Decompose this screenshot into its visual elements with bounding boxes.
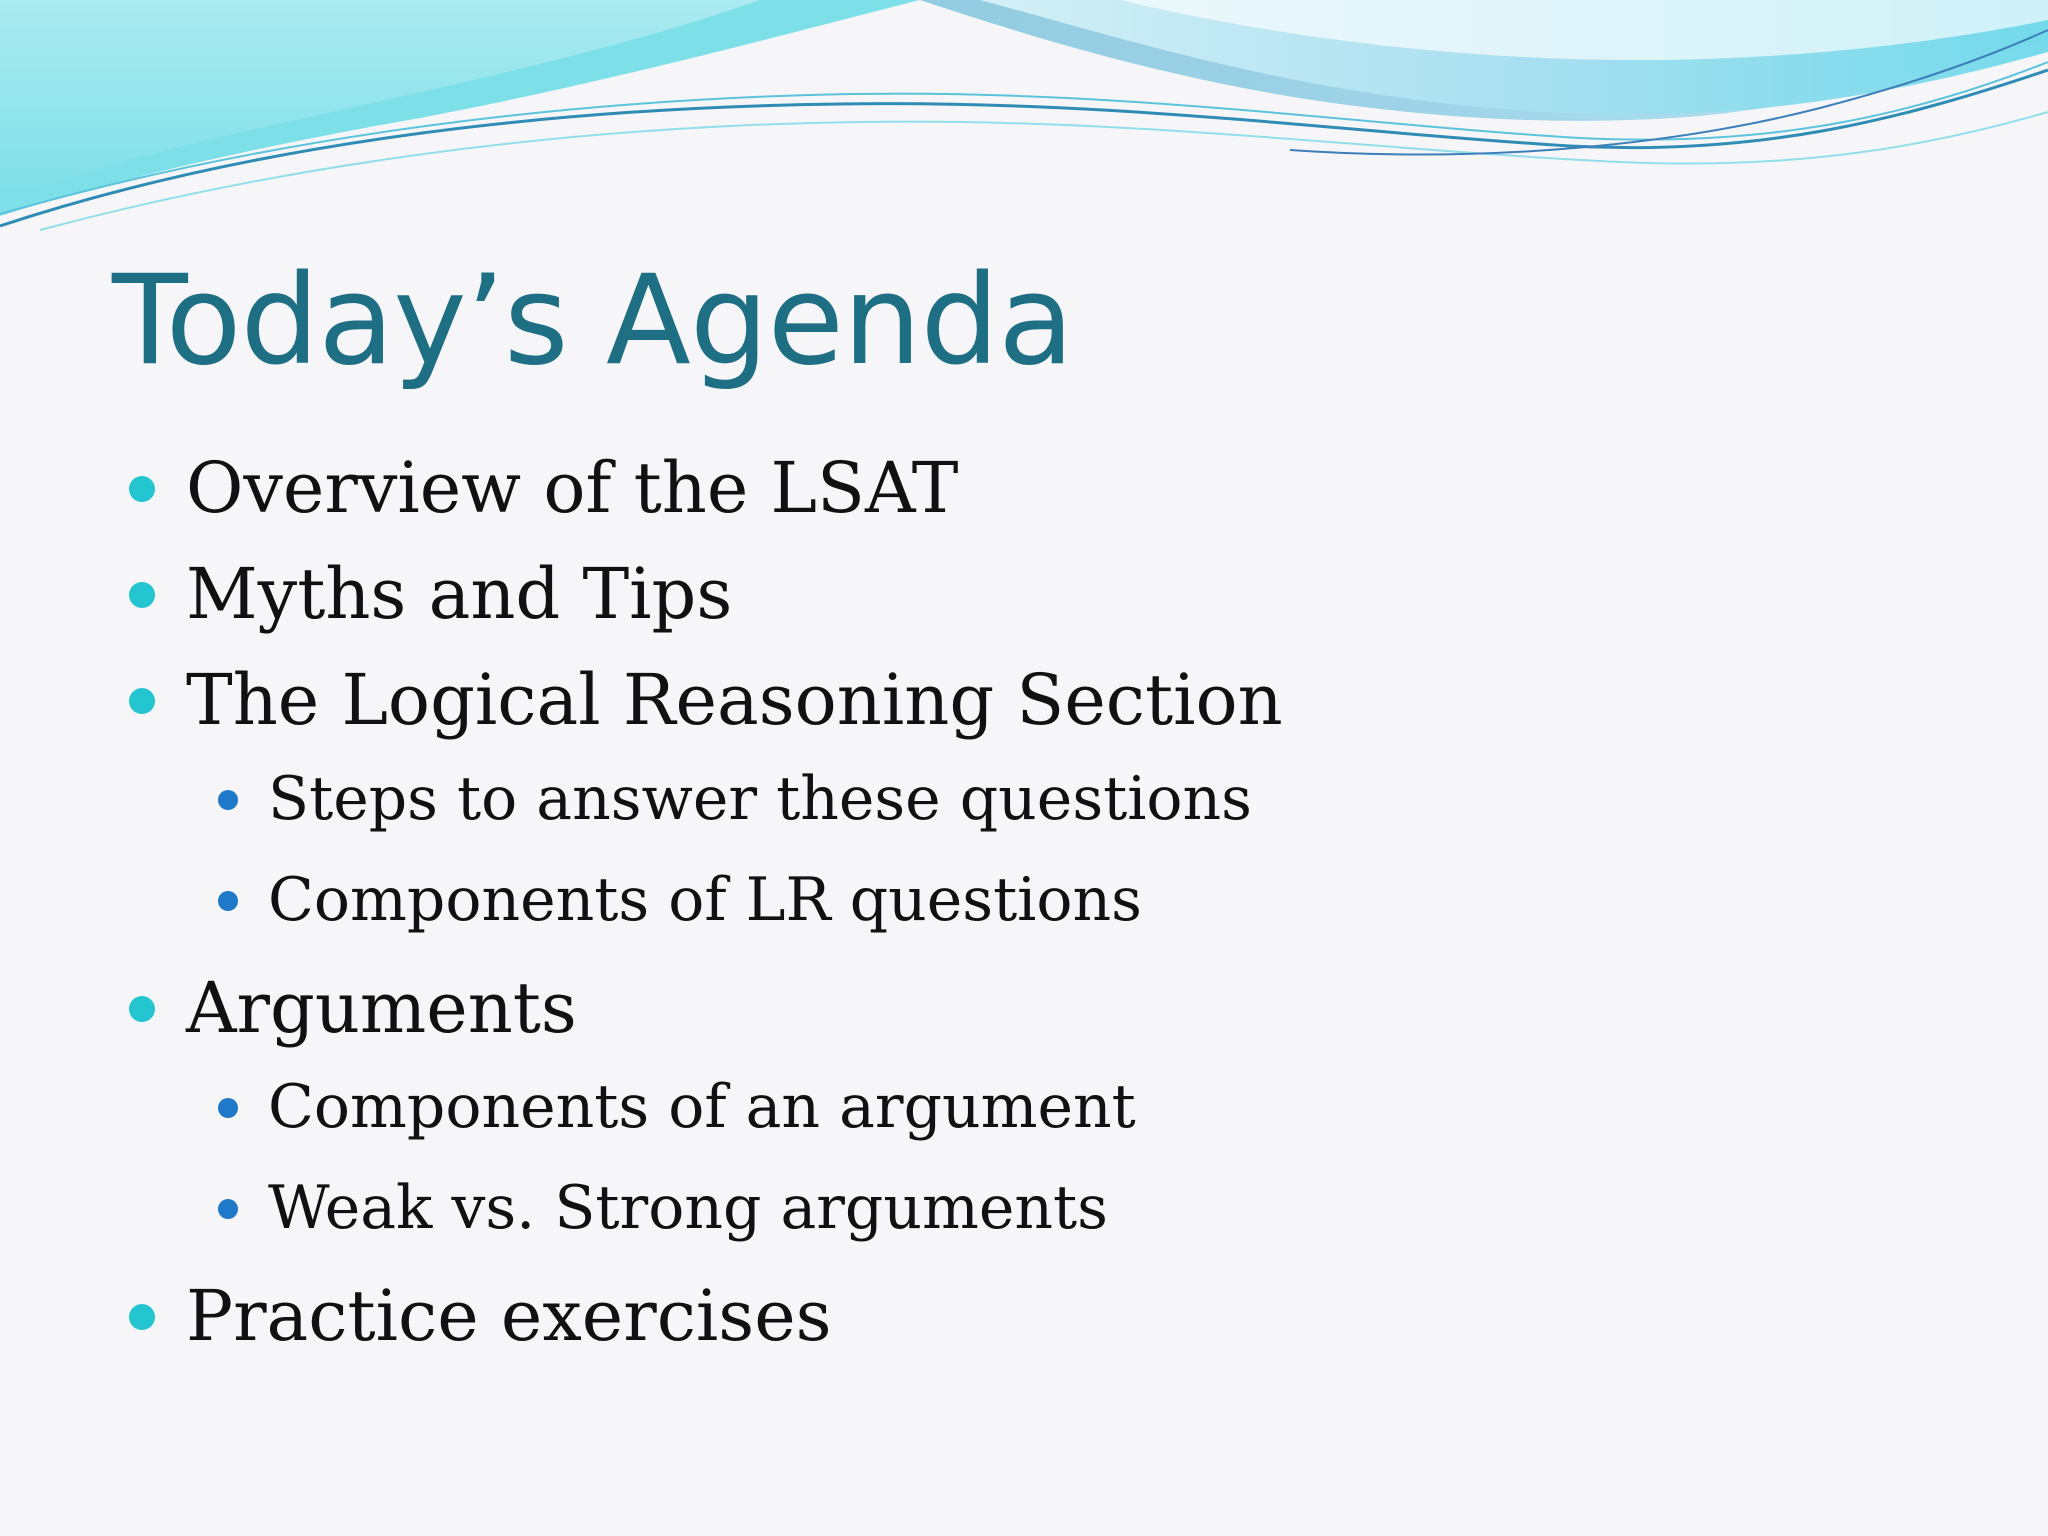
sub-bullet-icon bbox=[218, 790, 238, 810]
agenda-subitem-label: Components of LR questions bbox=[268, 865, 1142, 935]
sub-bullet-icon bbox=[218, 1098, 238, 1118]
agenda-subitem-argument-components bbox=[0, 1068, 2048, 1169]
agenda-item-label: Arguments bbox=[186, 967, 577, 1049]
agenda-item-label: Overview of the LSAT bbox=[186, 447, 959, 529]
agenda-subitem-label: Weak vs. Strong arguments bbox=[268, 1173, 1108, 1243]
agenda-subitem-label: Steps to answer these questions bbox=[268, 764, 1252, 834]
agenda-subitem-weak-vs-strong bbox=[0, 1169, 2048, 1270]
agenda-item-practice bbox=[0, 1270, 2048, 1376]
sub-bullet-icon bbox=[218, 891, 238, 911]
bullet-icon bbox=[129, 476, 155, 502]
bullet-icon bbox=[129, 996, 155, 1022]
decorative-wave-banner bbox=[0, 0, 2048, 240]
agenda-item-logical-reasoning bbox=[0, 654, 2048, 760]
sub-bullet-icon bbox=[218, 1199, 238, 1219]
agenda-list bbox=[0, 442, 2048, 1376]
slide-title: Today’s Agenda bbox=[112, 249, 1074, 393]
agenda-item-label: Myths and Tips bbox=[186, 553, 733, 635]
bullet-icon bbox=[129, 688, 155, 714]
agenda-subitem-lr-components bbox=[0, 861, 2048, 962]
agenda-item-arguments bbox=[0, 962, 2048, 1068]
bullet-icon bbox=[129, 1304, 155, 1330]
agenda-item-label: Practice exercises bbox=[186, 1275, 832, 1357]
agenda-subitem-steps bbox=[0, 760, 2048, 861]
agenda-subitem-label: Components of an argument bbox=[268, 1072, 1136, 1142]
agenda-item-label: The Logical Reasoning Section bbox=[186, 659, 1283, 741]
bullet-icon bbox=[129, 582, 155, 608]
agenda-item-myths-and-tips bbox=[0, 548, 2048, 654]
agenda-item-overview bbox=[0, 442, 2048, 548]
